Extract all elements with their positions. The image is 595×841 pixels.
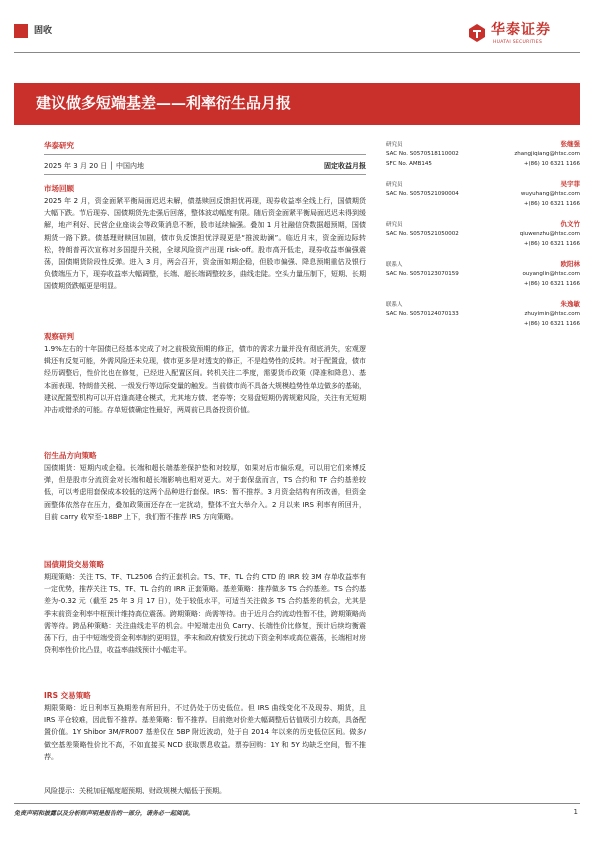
research-category: 华泰研究 bbox=[44, 141, 74, 150]
section-title-derivatives: 衍生品方向策略 bbox=[44, 451, 97, 460]
analyst-role: 联系人 bbox=[386, 262, 403, 268]
analyst-role: 研究员 bbox=[386, 142, 403, 148]
brand-name-en: HUATAI SECURITIES bbox=[493, 40, 543, 45]
report-series: 固定收益月报 bbox=[324, 162, 366, 170]
tag-marker bbox=[14, 24, 28, 38]
section-title-market-review: 市场回顾 bbox=[44, 184, 74, 193]
analyst-card bbox=[386, 180, 580, 220]
analyst-role: 研究员 bbox=[386, 222, 403, 228]
analyst-sac: SAC No. S0570521090004 bbox=[386, 191, 459, 197]
futures-strategy-text: 期现策略：关注 TS、TF、TL2506 合约正套机会。TS、TF、TL 合约 CTD 的 IRR 较 3M 存单收益率有一定优势，推荐关注 TS、TF、TL 合约的 IRR 正套策略。基差策略：推荐做多 TS 合约基差。TS 合约基差为-0.32 元（截至 25 年 3 月 17 日），处于较低水平，可适当关注做多 TS 合约基差的机会，尤其是季末前资金利率中枢预计维持高位震荡。跨期策略：尚需等待。由于近月合约流动性暂不佳，跨期策略尚需等待。跨品种策略：关注曲线走平的机会。中短端走出负 Carry、长端性价比修复，预计后续均衡震荡下行，由于中短端受资金利率制约更明显，季末和政府债发行扰动下资金利率或高位震荡，长端相对房贷利率性价比凸显，收益率曲线预计小幅走平。 bbox=[44, 573, 367, 655]
analyst-phone: +(86) 10 6321 1166 bbox=[523, 281, 580, 287]
analyst-card bbox=[386, 260, 580, 300]
analyst-card bbox=[386, 300, 580, 340]
section-title-outlook: 观察研判 bbox=[44, 332, 74, 341]
analyst-phone: +(86) 10 6321 1166 bbox=[523, 201, 580, 207]
risk-warning: 风险提示：关税加征幅度超预期、财政规模大幅低于预期。 bbox=[44, 787, 226, 795]
analyst-phone: +(86) 10 6321 1166 bbox=[523, 321, 580, 327]
analyst-email[interactable]: zhangjiqiang@htsc.com bbox=[514, 151, 580, 157]
analyst-sfc: SFC No. AMB145 bbox=[386, 161, 432, 167]
report-date: 2025 年 3 月 20 日 │ 中国内地 bbox=[44, 162, 144, 170]
analyst-name: 朱逸敏 bbox=[560, 300, 580, 308]
analyst-email[interactable]: zhuyimin@htsc.com bbox=[524, 311, 580, 317]
analyst-sac: SAC No. S0570521050002 bbox=[386, 231, 459, 237]
analyst-name: 欧阳林 bbox=[560, 260, 580, 268]
analyst-name: 吴宇菲 bbox=[560, 180, 580, 188]
report-title: 建议做多短端基差——利率衍生品月报 bbox=[36, 94, 292, 112]
analyst-name: 张继强 bbox=[560, 140, 580, 148]
meta-divider-bottom bbox=[44, 174, 366, 175]
market-review-text: 2025 年 2 月，资金面紧平衡局面迟迟未解，债基赎回反馈担忧再现，现券收益率全线上行，国债期货大幅下跌。节后现券、国债期货先走强后回落，整体波动幅度有限。随后资金面紧平衡局面迟迟未得到缓解，地产利好、民营企业座谈会等政策消息不断，股市延续偏强。叠加 1 月社融信贷数据超预期，国债期货一路下跌。债基理财赎回加剧，债市负反馈担忧浮现更是“推波助澜”。临近月末，资金面边际转松，特朗普再次宣称对多国提升关税，全球风险资产出现 risk-off。股市高开低走，现券收益率偏强震荡，国债期货阶段性反弹。进入 3 月，两会召开，资金面如期企稳，但股市偏强、降息预期重估及银行负债端压力下，现券收益率大幅调整，长端、超长端调整较多，曲线走陡。空头力量压制下，短期、长期国债期货跌幅更是明显。 bbox=[44, 197, 366, 291]
analyst-role: 研究员 bbox=[386, 182, 403, 188]
report-tag: 固收 bbox=[34, 26, 53, 36]
analyst-email[interactable]: wuyuhang@htsc.com bbox=[520, 191, 580, 197]
irs-strategy-text: 期限策略：近日利率互换期差有所回升，不过仍处于历史低位。但 IRS 曲线变化不及现券、期货，且 IRS 平仓较难，因此暂不推荐。基差策略：暂不推荐。目前绝对价差大幅调整后估值吸引力较高，具备配置价值。1Y Shibor 3M/FR007 基差仅在 5BP 附近波动，处于自 2014 年以来的历史低位区间。做多/做空基差策略性价比不高，不如直接买 NCD 获取票息收益。票券回购：1Y 和 5Y 均缺乏空间，暂不推荐。 bbox=[44, 704, 366, 761]
footer-divider bbox=[14, 803, 580, 804]
analyst-card bbox=[386, 220, 580, 260]
section-title-futures: 国债期货交易策略 bbox=[44, 560, 104, 569]
analyst-sac: SAC No. S0570124070133 bbox=[386, 311, 459, 317]
analyst-phone: +(86) 10 6321 1166 bbox=[523, 241, 580, 247]
analyst-card bbox=[386, 140, 580, 180]
brand-name: 华泰证券 bbox=[491, 22, 551, 38]
huatai-logo-icon bbox=[467, 23, 487, 43]
analyst-email[interactable]: ouyanglin@htsc.com bbox=[522, 271, 580, 277]
meta-divider bbox=[44, 154, 366, 155]
outlook-text: 1.9%左右的十年国债已经基本完成了对之前极致预期的修正，债市的需求力量并没有彻底消失，宏观逻辑还有反复可能，外需风险还未兑现，债市更多是对透支的修正，不是趋势性的反转。对于配置盘，债市经历调整后，性价比也在修复，已经进入配置区间。转机关注二季度，需要货币政策（降准和降息）、基本面表现、特朗普关税、一级发行等边际变量的触发。当前债市尚不具备大规模趋势性单边做多的基础，建议配置型机构可以开启逢高建仓模式，尤其地方债、老券等；交易盘短期仍需规避风险，关注有无短期冲击或错杀的可能。存单短债确定性最好，两周前已具备投资价值。 bbox=[44, 345, 366, 415]
analyst-sac: SAC No. S0570123070159 bbox=[386, 271, 459, 277]
analyst-phone: +(86) 10 6321 1166 bbox=[523, 161, 580, 167]
analyst-email[interactable]: qiuwenzhu@htsc.com bbox=[519, 231, 580, 237]
header-divider bbox=[14, 52, 580, 53]
analyst-sac: SAC No. S0570518110002 bbox=[386, 151, 459, 157]
analyst-role: 联系人 bbox=[386, 302, 403, 308]
page-number: 1 bbox=[573, 808, 578, 816]
analyst-name: 仇文竹 bbox=[560, 220, 580, 228]
section-title-irs: IRS 交易策略 bbox=[44, 691, 91, 700]
derivatives-text: 国债期货：短期内或企稳。长端和超长端基差保护垫和对较厚，如果对后市偏乐观，可以用它们来博反弹，但是股市分流资金对长端和超长端影响也相对更大。对于套保盘而言，TS 合约和 TF 合约基差较低，可以考虑用套保成本较低的这两个品种进行套保。IRS：暂不推荐。3 月资金结构有所改善，但资金面整体依然存在压力，叠加政策面还存在一定扰动，整体不宜大举介入。2 月以来 IRS 利率有所回升，目前 carry 收窄至-18BP 上下，我们暂不推荐 IRS 方向策略。 bbox=[44, 464, 366, 521]
disclaimer-text: 免责声明和披露以及分析师声明是报告的一部分，请务必一起阅读。 bbox=[14, 810, 195, 817]
